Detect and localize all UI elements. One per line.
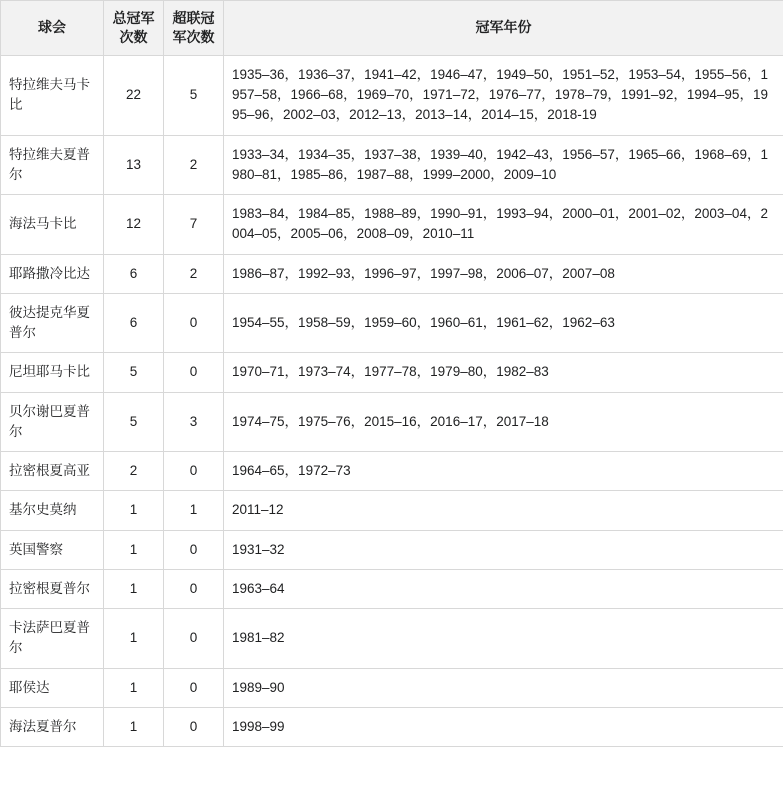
cell-years: 1983–84，1984–85，1988–89，1990–91，1993–94，2000–01，2001–02，2003–04，2004–05，2005–06，2008–09，2010–11 — [224, 195, 783, 255]
cell-total: 6 — [104, 254, 164, 293]
cell-super: 0 — [164, 569, 224, 608]
cell-club: 基尔史莫纳 — [1, 491, 104, 530]
table-row — [1, 353, 783, 392]
table-row — [1, 452, 783, 491]
cell-club: 拉密根夏高亚 — [1, 452, 104, 491]
cell-total: 13 — [104, 135, 164, 195]
cell-years: 2011–12 — [224, 491, 783, 530]
table-row — [1, 707, 783, 746]
cell-total: 2 — [104, 452, 164, 491]
cell-total: 12 — [104, 195, 164, 255]
cell-club: 彼达提克华夏普尔 — [1, 293, 104, 353]
cell-total: 22 — [104, 55, 164, 135]
cell-total: 1 — [104, 530, 164, 569]
table-row — [1, 392, 783, 452]
cell-super: 7 — [164, 195, 224, 255]
cell-club: 英国警察 — [1, 530, 104, 569]
table-row — [1, 195, 783, 255]
cell-years: 1963–64 — [224, 569, 783, 608]
cell-super: 0 — [164, 668, 224, 707]
cell-years: 1954–55，1958–59，1959–60，1960–61，1961–62，1962–63 — [224, 293, 783, 353]
table-row — [1, 293, 783, 353]
table-header — [1, 1, 783, 56]
cell-super: 2 — [164, 254, 224, 293]
cell-club: 特拉维夫马卡比 — [1, 55, 104, 135]
cell-super: 0 — [164, 609, 224, 669]
cell-years: 1974–75，1975–76，2015–16，2016–17，2017–18 — [224, 392, 783, 452]
column-header-championship-years: 冠军年份 — [224, 1, 783, 56]
cell-total: 1 — [104, 707, 164, 746]
cell-super: 0 — [164, 707, 224, 746]
column-header-total-titles: 总冠军次数 — [104, 1, 164, 56]
table-row — [1, 55, 783, 135]
cell-total: 1 — [104, 491, 164, 530]
table-row — [1, 569, 783, 608]
cell-club: 尼坦耶马卡比 — [1, 353, 104, 392]
cell-years: 1998–99 — [224, 707, 783, 746]
table-row — [1, 491, 783, 530]
table-row — [1, 530, 783, 569]
column-header-club: 球会 — [1, 1, 104, 56]
cell-super: 3 — [164, 392, 224, 452]
cell-total: 6 — [104, 293, 164, 353]
cell-years: 1935–36，1936–37，1941–42，1946–47，1949–50，1951–52，1953–54，1955–56，1957–58，1966–68，1969–70，1971–72，1976–77，1978–79，1991–92，1994–95，1995–96，2002–03，2012–13，2013–14，2014–15，2018-19 — [224, 55, 783, 135]
cell-years: 1931–32 — [224, 530, 783, 569]
cell-super: 0 — [164, 293, 224, 353]
cell-super: 5 — [164, 55, 224, 135]
cell-super: 0 — [164, 452, 224, 491]
cell-years: 1964–65，1972–73 — [224, 452, 783, 491]
cell-years: 1981–82 — [224, 609, 783, 669]
cell-super: 0 — [164, 353, 224, 392]
cell-years: 1986–87，1992–93，1996–97，1997–98，2006–07，2007–08 — [224, 254, 783, 293]
cell-total: 1 — [104, 609, 164, 669]
cell-club: 耶路撒冷比达 — [1, 254, 104, 293]
cell-total: 5 — [104, 392, 164, 452]
cell-years: 1970–71，1973–74，1977–78，1979–80，1982–83 — [224, 353, 783, 392]
cell-club: 卡法萨巴夏普尔 — [1, 609, 104, 669]
column-header-super-league-titles: 超联冠军次数 — [164, 1, 224, 56]
cell-years: 1989–90 — [224, 668, 783, 707]
cell-super: 2 — [164, 135, 224, 195]
table-body — [1, 55, 783, 746]
cell-club: 特拉维夫夏普尔 — [1, 135, 104, 195]
cell-total: 1 — [104, 569, 164, 608]
cell-total: 1 — [104, 668, 164, 707]
cell-super: 1 — [164, 491, 224, 530]
cell-club: 海法夏普尔 — [1, 707, 104, 746]
cell-years: 1933–34，1934–35，1937–38，1939–40，1942–43，1956–57，1965–66，1968–69，1980–81，1985–86，1987–88，1999–2000，2009–10 — [224, 135, 783, 195]
table-row — [1, 668, 783, 707]
cell-club: 贝尔谢巴夏普尔 — [1, 392, 104, 452]
cell-club: 海法马卡比 — [1, 195, 104, 255]
header-row — [1, 1, 783, 56]
cell-super: 0 — [164, 530, 224, 569]
table-row — [1, 609, 783, 669]
cell-total: 5 — [104, 353, 164, 392]
table-row — [1, 135, 783, 195]
table-row — [1, 254, 783, 293]
cell-club: 耶侯达 — [1, 668, 104, 707]
cell-club: 拉密根夏普尔 — [1, 569, 104, 608]
